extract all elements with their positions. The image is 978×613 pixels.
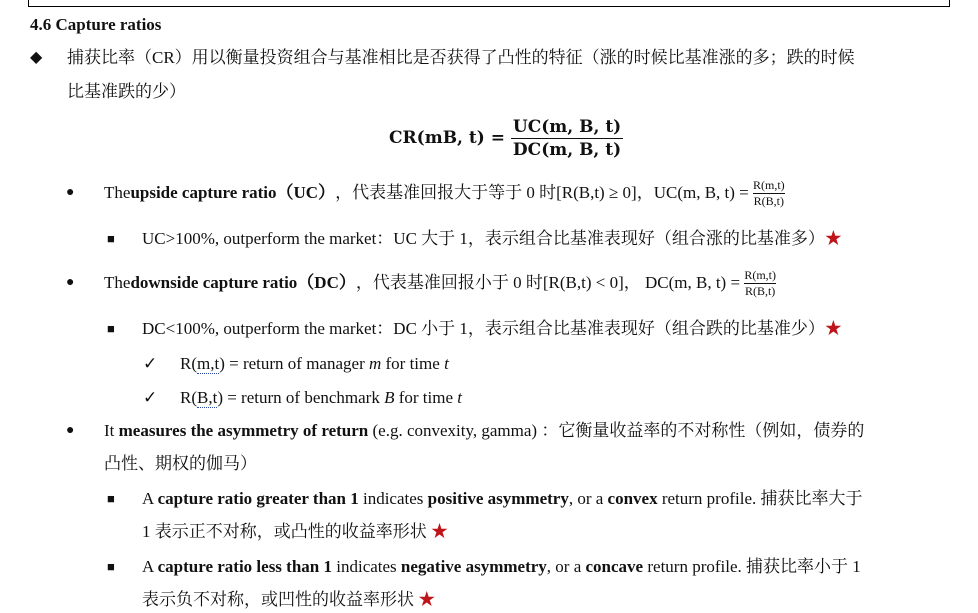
star-icon: ★ [824, 229, 842, 248]
upside-text: ，代表基准回报大于等于 0 时[R(B,t) ≥ 0]，UC(m, B, t) = [335, 183, 749, 202]
formula-numerator: UC(m, B, t) [512, 116, 622, 137]
downside-term: downside capture ratio（DC） [130, 273, 356, 292]
less-line-2-text: 表示负不对称，或凹性的收益率形状 [142, 590, 419, 609]
less-c: indicates [332, 557, 401, 576]
downside-text: ，代表基准回报小于 0 时[R(B,t) < 0]， DC(m, B, t) = [355, 273, 741, 292]
def-manager-args: m,t [197, 354, 220, 373]
greater-asym: positive asymmetry [427, 489, 569, 508]
downside-numerator: R(m,t) [744, 267, 776, 282]
upside-fraction [753, 178, 785, 209]
top-border [28, 0, 950, 7]
intro-line-1: 捕获比率（CR）用以衡量投资组合与基准相比是否获得了凸性的特征（涨的时候比基准涨的多；跌的时候 [67, 48, 855, 67]
upside-numerator: R(m,t) [753, 177, 785, 192]
less-shape: concave [585, 557, 644, 576]
square-bullet-icon: ■ [107, 559, 115, 574]
bullet-icon: ● [66, 185, 75, 200]
square-bullet-icon: ■ [107, 321, 115, 336]
def-benchmark-a: R( [180, 388, 197, 407]
asymmetry-line-2: 凸性、期权的伽马） [104, 454, 257, 473]
less-line-1 [142, 556, 861, 578]
less-line-2 [142, 589, 435, 611]
def-manager [180, 353, 449, 375]
star-icon: ★ [824, 319, 842, 338]
intro-line-2: 比基准跌的少） [67, 82, 186, 101]
checkmark-icon: ✓ [143, 388, 158, 407]
upside-denominator: R(B,t) [753, 193, 785, 208]
downside-note-text: DC<100%, outperform the market：DC 小于 1，表示组合比基准表现好（组合跌的比基准少） [142, 319, 825, 338]
downside-pre: The [104, 273, 131, 292]
downside-line [104, 265, 776, 301]
greater-line-1 [142, 488, 863, 510]
bullet-icon: ● [66, 275, 75, 290]
cr-formula [389, 115, 623, 161]
less-e: return profile. 捕获比率小于 1 [643, 557, 861, 576]
upside-line [104, 175, 785, 211]
asym-pre: It [104, 421, 119, 440]
asym-term: measures the asymmetry of return [118, 421, 369, 440]
upside-note-text: UC>100%, outperform the market：UC 大于 1，表示组合比基准表现好（组合涨的比基准多） [142, 229, 825, 248]
formula-lhs: CR(mB, t) = [389, 128, 505, 148]
greater-line-2 [142, 521, 448, 543]
greater-e: return profile. 捕获比率大于 [657, 489, 863, 508]
asymmetry-line-1 [104, 420, 864, 442]
def-manager-var: m [368, 354, 382, 373]
upside-note [142, 228, 842, 250]
def-benchmark-var: B [384, 388, 395, 407]
def-benchmark [180, 387, 462, 409]
greater-line-2-text: 1 表示正不对称，或凸性的收益率形状 [142, 522, 431, 541]
bullet-icon: ● [66, 423, 75, 438]
def-manager-time: t [444, 354, 449, 373]
square-bullet-icon: ■ [107, 231, 115, 246]
checkmark-icon: ✓ [143, 354, 158, 373]
less-asym: negative asymmetry [400, 557, 547, 576]
less-d: , or a [546, 557, 586, 576]
greater-a: A [142, 489, 158, 508]
section-heading: 4.6 Capture ratios [30, 15, 162, 34]
square-bullet-icon: ■ [107, 491, 115, 506]
formula-fraction [511, 116, 623, 161]
def-benchmark-c: for time [394, 388, 458, 407]
less-a: A [142, 557, 158, 576]
greater-shape: convex [607, 489, 658, 508]
asym-text: (e.g. convexity, gamma) ：它衡量收益率的不对称性（例如，债券的 [368, 421, 865, 440]
star-icon: ★ [431, 522, 448, 541]
def-manager-c: for time [381, 354, 445, 373]
star-icon: ★ [418, 590, 436, 609]
def-benchmark-args: B,t [197, 388, 218, 407]
upside-term: upside capture ratio（UC） [130, 183, 336, 202]
greater-c: indicates [358, 489, 428, 508]
def-benchmark-time: t [457, 388, 463, 407]
downside-fraction [744, 268, 776, 299]
greater-d: , or a [568, 489, 608, 508]
def-manager-b: ) = return of manager [219, 354, 369, 373]
downside-denominator: R(B,t) [744, 283, 776, 298]
diamond-bullet-icon: ◆ [30, 49, 43, 66]
greater-term: capture ratio greater than 1 [157, 489, 359, 508]
upside-pre: The [104, 183, 131, 202]
less-term: capture ratio less than 1 [157, 557, 332, 576]
formula-denominator: DC(m, B, t) [512, 139, 622, 160]
downside-note [142, 318, 842, 340]
def-benchmark-b: ) = return of benchmark [217, 388, 385, 407]
def-manager-a: R( [180, 354, 197, 373]
